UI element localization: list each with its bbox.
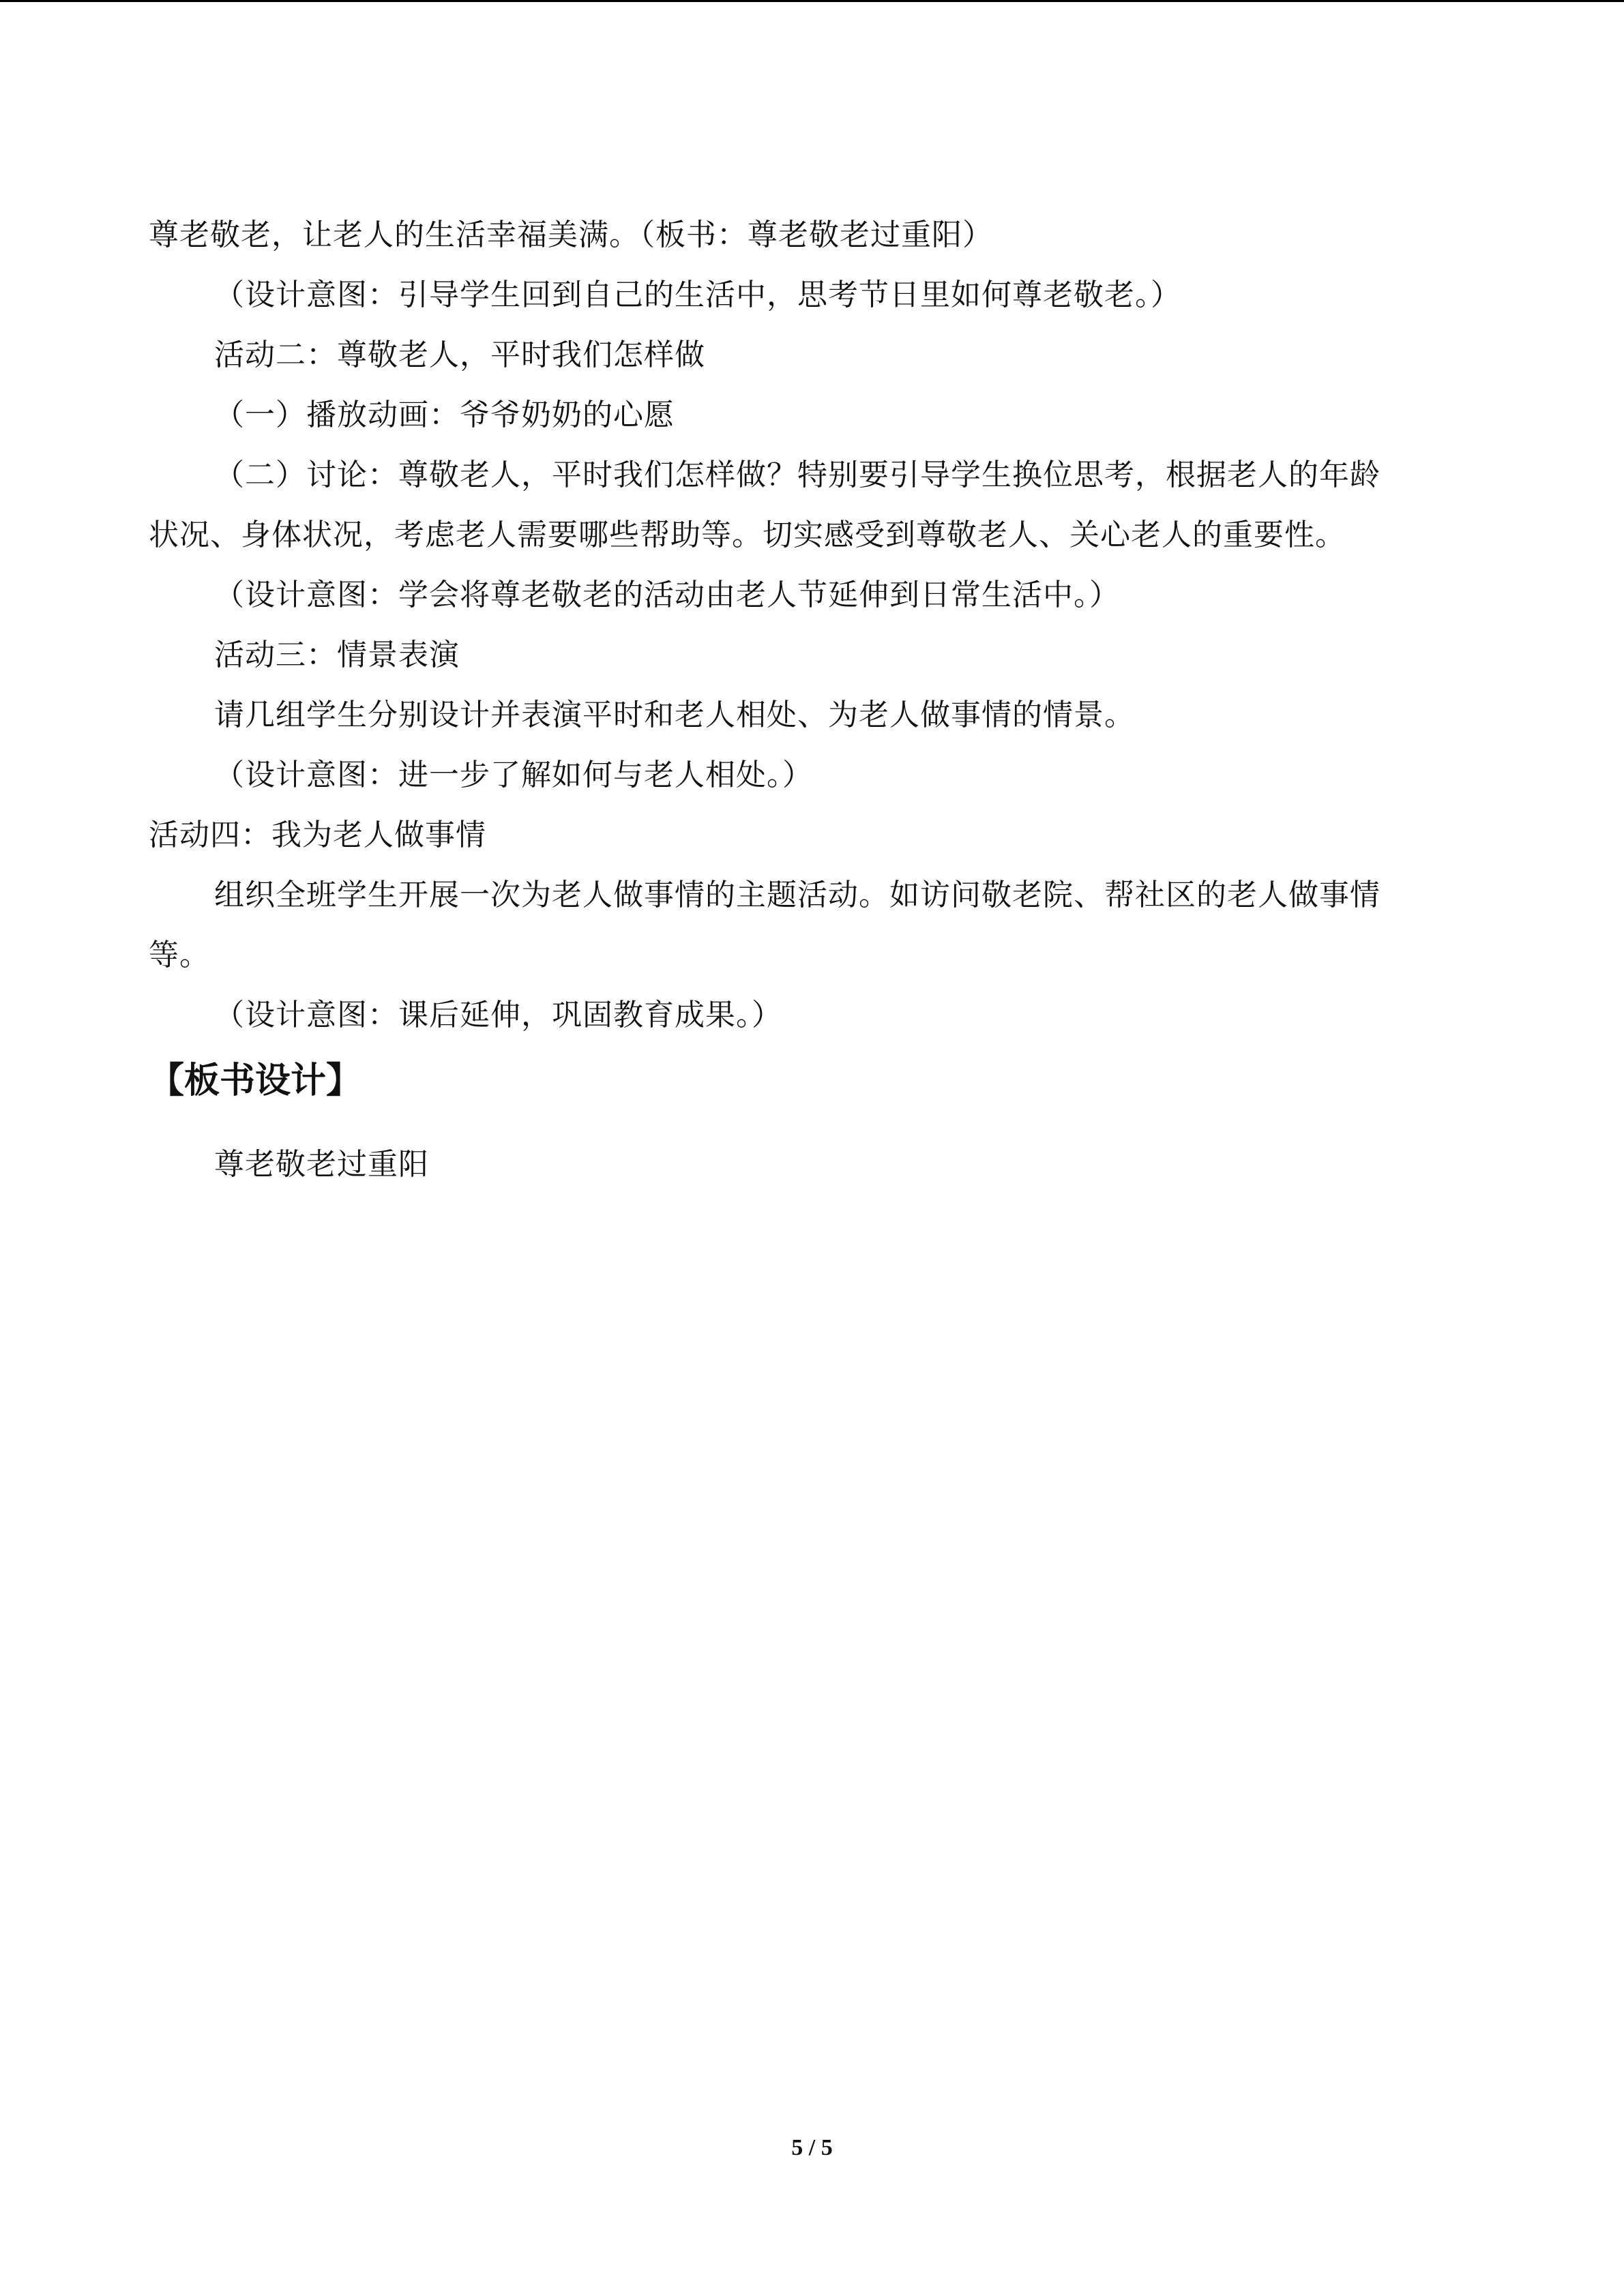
paragraph-line: （一）播放动画：爷爷奶奶的心愿	[214, 398, 675, 432]
design-intent-note: （设计意图：引导学生回到自己的生活中，思考节日里如何尊老敬老。）	[214, 278, 1181, 312]
paragraph-line: （二）讨论：尊敬老人，平时我们怎样做？特别要引导学生换位思考，根据老人的年龄	[214, 458, 1381, 492]
activity-two-title: 活动二：尊敬老人，平时我们怎样做	[214, 338, 705, 372]
design-intent-note: （设计意图：课后延伸，巩固教育成果。）	[214, 998, 782, 1032]
paragraph-line: 请几组学生分别设计并表演平时和老人相处、为老人做事情的情景。	[214, 698, 1135, 732]
board-design-text: 尊老敬老过重阳	[214, 1147, 429, 1182]
activity-four-title: 活动四：我为老人做事情	[149, 818, 486, 852]
paragraph-line: 尊老敬老，让老人的生活幸福美满。（板书：尊老敬老过重阳）	[149, 218, 993, 252]
paragraph-line: 等。	[149, 938, 210, 972]
design-intent-note: （设计意图：进一步了解如何与老人相处。）	[214, 758, 813, 792]
paragraph-line: 组织全班学生开展一次为老人做事情的主题活动。如访问敬老院、帮社区的老人做事情	[214, 878, 1381, 912]
design-intent-note: （设计意图：学会将尊老敬老的活动由老人节延伸到日常生活中。）	[214, 578, 1120, 612]
section-heading: 【板书设计】	[149, 1060, 362, 1101]
page-number: 5 / 5	[791, 2135, 833, 2160]
activity-three-title: 活动三：情景表演	[214, 638, 460, 672]
paragraph-line: 状况、身体状况，考虑老人需要哪些帮助等。切实感受到尊敬老人、关心老人的重要性。	[149, 518, 1346, 552]
